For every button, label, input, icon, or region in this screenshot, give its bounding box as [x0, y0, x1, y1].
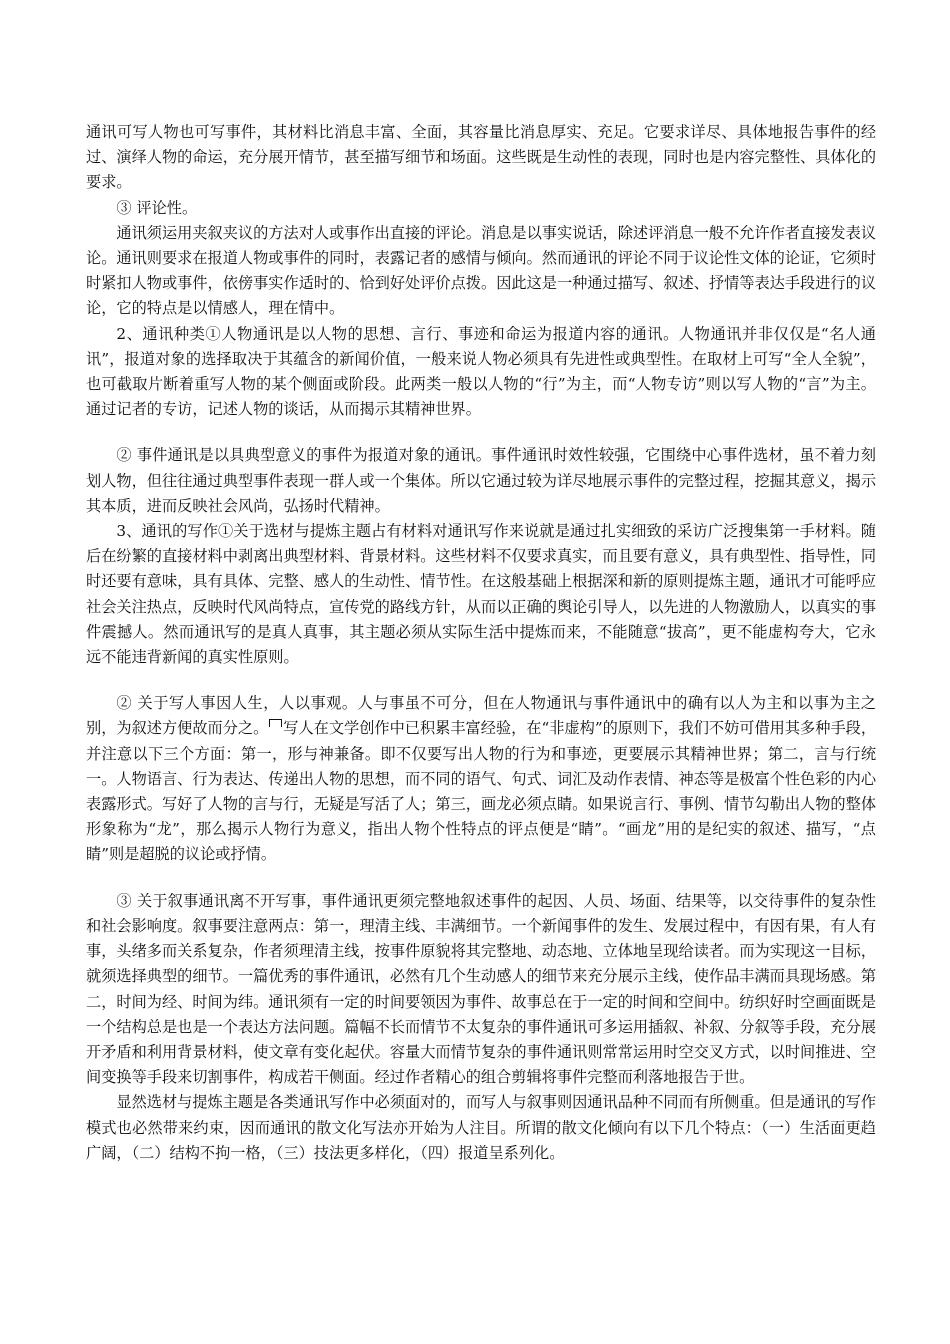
document-body	[86, 120, 876, 1166]
heading-commentary: ③ 评论性。	[116, 198, 198, 217]
paragraph-writing-people-part2: 写人在文学创作中已积累丰富经验，在“非虚构”的原则下，我们不妨可借用其多种手段，并注意以下三个方面：第一，形与神兼备。即不仅要写出人物的行为和事迹，更要展示其精神世界；第二，言与行统一。人物语言、行为表达、传递出人物的思想，而不同的语气、句式、词汇及动作表情、神态等是极富个性色彩的内心表露形式。写好了人物的言与行，无疑是写活了人；第三，画龙必须点睛。如果说言行、事例、情节勾勒出人物的整体形象称为“龙”，那么揭示人物行为意义，指出人物个性特点的评点便是“睛”。“画龙”用的是纪实的叙述、描写，“点睛”则是超脱的议论或抒情。	[86, 719, 877, 864]
paragraph-commentary: 通讯须运用夹叙夹议的方法对人或事作出直接的评论。消息是以事实说话，除述评消息一般不允许作者直接发表议论。通讯则要求在报道人物或事件的同时，表露记者的感情与倾向。然而通讯的评论不同于议论性文体的论证，它须时时紧扣人物或事件，依傍事实作适时的、恰到好处评价点拨。因此这是一种通过描写、叙述、抒情等表达手段进行的议论，它的特点是以情感人，理在情中。	[86, 223, 876, 318]
paragraph-prose-style: 显然选材与提炼主题是各类通讯写作中必须面对的，而写人与叙事则因通讯品种不同而有所侧重。但是通讯的写作模式也必然带来约束，因而通讯的散文化写法亦开始为人注目。所谓的散文化倾向有以下几个特点：（一）生活面更趋广阔，（二）结构不拘一格，（三）技法更多样化，（四）报道呈系列化。	[86, 1093, 876, 1162]
paragraph-writing-people-part1: ② 关于写人事因人生，人以事观。人与事虽不可分，但在人物通讯与事件通讯中的确有以人为主和以事为主之别，为叙述方便故而分之。	[86, 694, 876, 738]
paragraph-types-person: 2、通讯种类①人物通讯是以人物的思想、言行、事迹和命运为报道内容的通讯。人物通讯并非仅仅是“名人通讯”，报道对象的选择取决于其蕴含的新闻价值，一般来说人物必须具有先进性或典型性。在取材上可写“全人全貌”，也可截取片断着重写人物的某个侧面或阶段。此两类一般以人物的“行”为主，而“人物专访”则以写人物的“言”为主。通过记者的专访，记述人物的谈话，从而揭示其精神世界。	[86, 324, 876, 419]
paragraph-types-event: ② 事件通讯是以具典型意义的事件为报道对象的通讯。事件通讯时效性较强，它围绕中心事件选材，虽不着力刻划人物，但往往通过典型事件表现一群人或一个集体。所以它通过较为详尽地展示事件的完整过程，挖掘其意义，揭示其本质，进而反映社会风尚，弘扬时代精神。	[86, 446, 876, 515]
paragraph-writing-people	[86, 691, 876, 867]
paragraph-completeness: 通讯可写人物也可写事件，其材料比消息丰富、全面，其容量比消息厚实、充足。它要求详尽、具体地报告事件的经过、演绎人物的命运，充分展开情节，甚至描写细节和场面。这些既是生动性的表现，同时也是内容完整性、具体化的要求。	[86, 123, 876, 192]
paragraph-writing-theme: 3、通讯的写作①关于选材与提炼主题占有材料对通讯写作来说就是通过扎实细致的采访广泛搜集第一手材料。随后在纷繁的直接材料中剥离出典型材料、背景材料。这些材料不仅要求真实，而且要有意义，具有典型性、指导性，同时还要有意味，具有具体、完整、感人的生动性、情节性。在这般基础上根据深和新的原则提炼主题，通讯才可能呼应社会关注热点，反映时代风尚特点，宣传党的路线方针，从而以正确的舆论引导人，以先进的人物激励人，以真实的事件震撼人。然而通讯写的是真人真事，其主题必须从实际生活中提炼而来，不能随意“拔高”，更不能虚构夸大，它永远不能违背新闻的真实性原则。	[86, 522, 876, 667]
paragraph-writing-events: ③ 关于叙事通讯离不开写事，事件通讯更须完整地叙述事件的起因、人员、场面、结果等，以交待事件的复杂性和社会影响度。叙事要注意两点：第一，理清主线、丰满细节。一个新闻事件的发生、发展过程中，有因有果，有人有事，头绪多而关系复杂，作者须理清主线，按事件原貌将其完整地、动态地、立体地呈现给读者。而为实现这一目标，就须选择典型的细节。一篇优秀的事件通讯，必然有几个生动感人的细节来充分展示主线，使作品丰满而具现场感。第二，时间为经、时间为纬。通讯须有一定的时间要领因为事件、故事总在于一定的时间和空间中。纺织好时空画面既是一个结构总是也是一个表达方法问题。篇幅不长而情节不太复杂的事件通讯可多运用插叙、补叙、分叙等手段，充分展开矛盾和利用背景材料，使文章有变化起伏。容量大而情节复杂的事件通讯则常常运用时空交叉方式，以时间推进、空间变换等手段来切割事件，构成若干侧面。经过作者精心的组合剪辑将事件完整而利落地报告于世。	[86, 891, 876, 1087]
bracket-mark-icon	[269, 719, 282, 727]
